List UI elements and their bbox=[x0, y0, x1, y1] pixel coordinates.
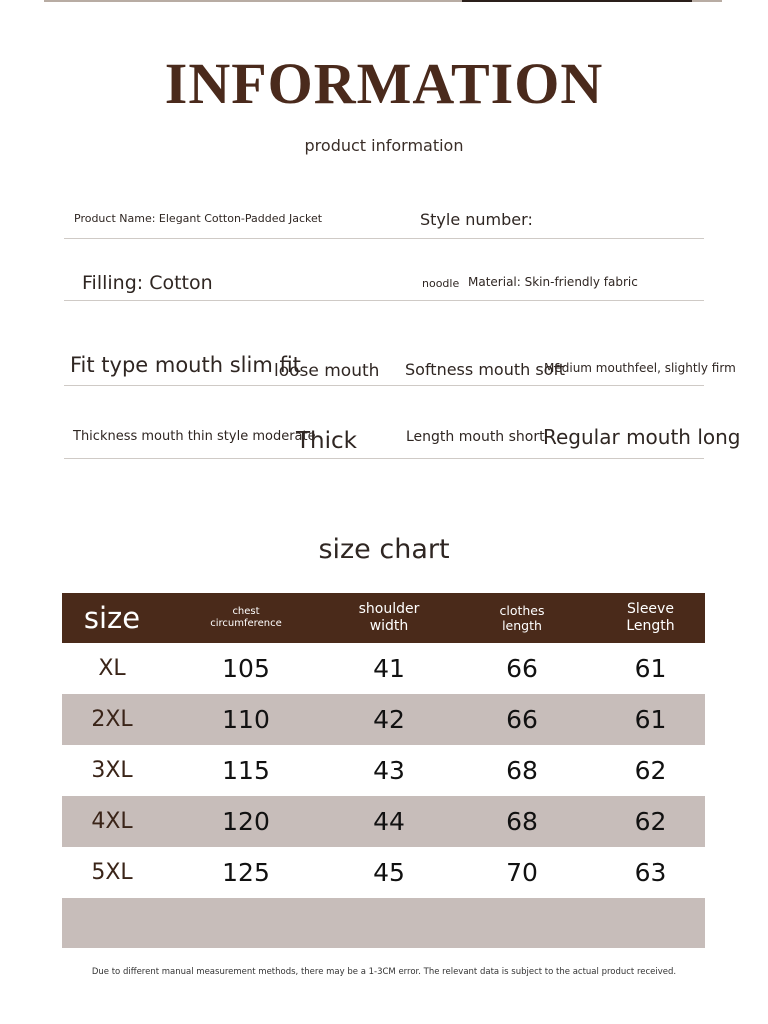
size-chart-table bbox=[62, 593, 705, 948]
header-size: size bbox=[83, 600, 141, 635]
softness-label: Softness mouth soft bbox=[405, 360, 566, 379]
table-row-empty bbox=[62, 898, 705, 948]
cell-length: 66 bbox=[506, 654, 538, 683]
cell-shoulder: 44 bbox=[373, 807, 405, 836]
table-header bbox=[62, 593, 705, 643]
length-short-label: Length mouth short bbox=[406, 429, 545, 445]
cell-shoulder: 45 bbox=[373, 858, 405, 887]
page-title: INFORMATION bbox=[164, 51, 604, 116]
measurement-footnote: Due to different manual measurement methods, there may be a 1-3CM error. The relevant data is subject to the actual product received. bbox=[91, 967, 677, 977]
cell-chest: 115 bbox=[222, 756, 270, 785]
cell-chest: 110 bbox=[222, 705, 270, 734]
info-row-product bbox=[64, 200, 704, 239]
cell-chest: 125 bbox=[222, 858, 270, 887]
table-row bbox=[62, 847, 705, 898]
cell-size: XL bbox=[98, 656, 126, 681]
product-name-label: Product Name: Elegant Cotton-Padded Jacket bbox=[74, 212, 323, 225]
cell-length: 66 bbox=[506, 705, 538, 734]
cell-shoulder: 41 bbox=[373, 654, 405, 683]
cell-size: 4XL bbox=[91, 809, 133, 834]
cell-size: 5XL bbox=[91, 860, 133, 885]
cell-shoulder: 43 bbox=[373, 756, 405, 785]
cell-chest: 105 bbox=[222, 654, 270, 683]
cell-sleeve: 61 bbox=[634, 654, 667, 683]
info-row-thickness bbox=[64, 414, 741, 459]
thickness-label: Thickness mouth thin style moderate bbox=[73, 429, 316, 444]
regular-long-label: Regular mouth long bbox=[543, 425, 741, 449]
cell-length: 68 bbox=[506, 756, 538, 785]
table-row bbox=[62, 694, 705, 745]
cell-size: 2XL bbox=[91, 707, 133, 732]
cell-length: 68 bbox=[506, 807, 538, 836]
style-number-label: Style number: bbox=[420, 210, 533, 229]
top-border-line bbox=[44, 0, 722, 2]
filling-label: Filling: Cotton bbox=[82, 272, 213, 294]
cell-chest: 120 bbox=[222, 807, 270, 836]
mouthfeel-label: Medium mouthfeel, slightly firm bbox=[544, 361, 736, 375]
size-chart-title: size chart bbox=[318, 534, 450, 565]
material-label: Material: Skin-friendly fabric bbox=[468, 275, 638, 289]
cell-size: 3XL bbox=[91, 758, 133, 783]
cell-sleeve: 62 bbox=[634, 807, 667, 836]
header-shoulder: shoulder width bbox=[358, 601, 420, 634]
cell-sleeve: 62 bbox=[634, 756, 667, 785]
thick-label: Thick bbox=[296, 428, 357, 454]
header-length: clothes length bbox=[499, 603, 545, 633]
fit-type-label: Fit type mouth slim fit bbox=[70, 353, 301, 377]
page-subtitle: product information bbox=[304, 136, 464, 155]
table-row bbox=[62, 643, 705, 694]
loose-label: loose mouth bbox=[274, 361, 380, 381]
info-row-filling bbox=[64, 262, 704, 301]
noodle-label: noodle bbox=[422, 277, 460, 290]
cell-sleeve: 63 bbox=[634, 858, 667, 887]
cell-shoulder: 42 bbox=[373, 705, 405, 734]
cell-sleeve: 61 bbox=[634, 705, 667, 734]
header-chest: chest circumference bbox=[210, 606, 282, 629]
cell-length: 70 bbox=[506, 858, 538, 887]
table-row bbox=[62, 745, 705, 796]
info-row-fit bbox=[64, 345, 736, 386]
table-row bbox=[62, 796, 705, 847]
header-sleeve: Sleeve Length bbox=[626, 601, 675, 634]
